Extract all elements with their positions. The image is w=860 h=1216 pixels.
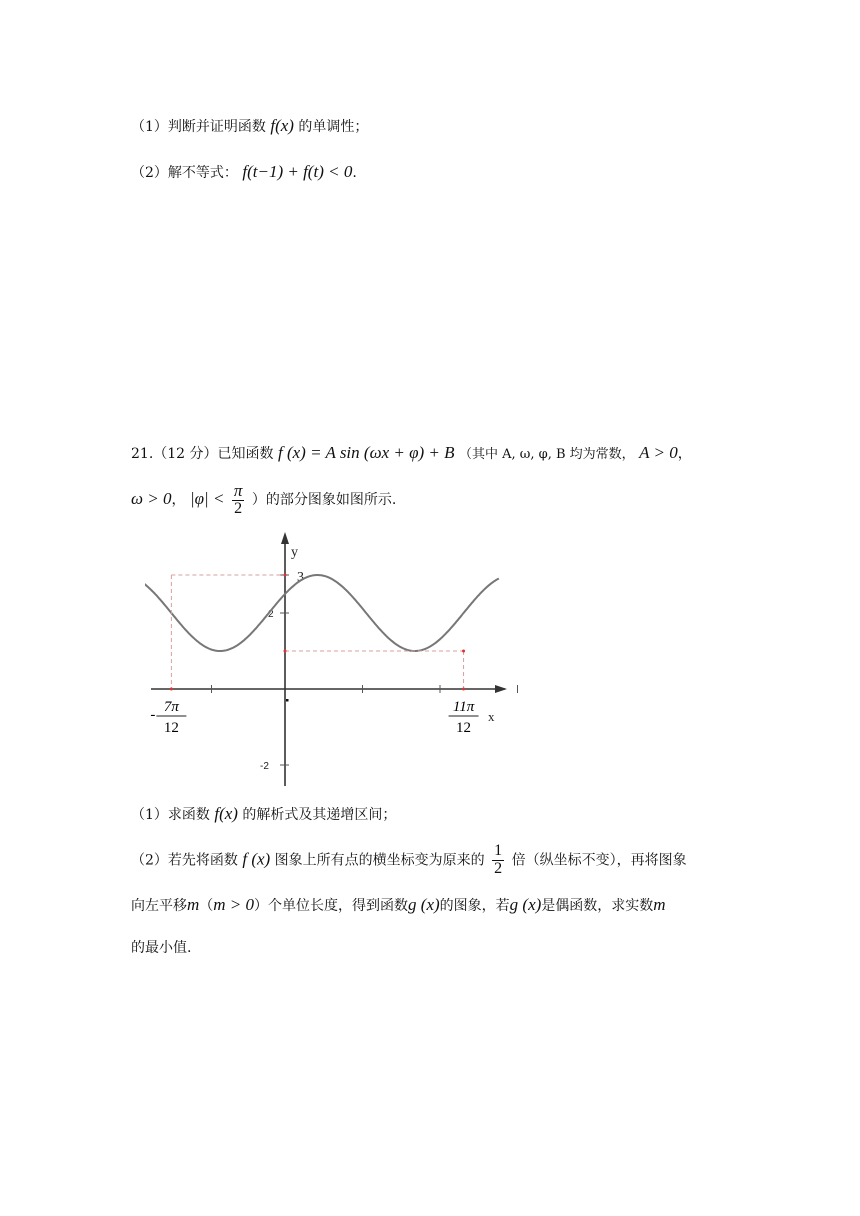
p21-q2-gx: g (x) bbox=[408, 895, 440, 914]
x-tick-label-neg-7pi-12-sign: - bbox=[150, 707, 156, 723]
function-graph bbox=[145, 528, 525, 790]
sine-curve bbox=[145, 575, 499, 651]
x-tick-label-11pi-12-num: 11π bbox=[452, 699, 475, 715]
p21-line2-tail: ）的部分图象如图所示. bbox=[251, 491, 397, 508]
p21-q2-number: （2） bbox=[131, 852, 168, 869]
x-tick-label-neg-7pi-12-num: 7π bbox=[163, 699, 179, 715]
y-axis-arrow bbox=[281, 532, 289, 544]
question-1-line bbox=[131, 116, 368, 136]
y-tick-label-2: 2 bbox=[268, 609, 274, 620]
p21-end: ， bbox=[677, 446, 692, 462]
p21-q2-m2: m bbox=[653, 895, 666, 914]
p21-q1-text-b: 的解析式及其递增区间； bbox=[242, 807, 397, 823]
p21-question-1 bbox=[131, 804, 396, 824]
q2-inequality: f(t−1) + f(t) < 0 bbox=[242, 162, 353, 181]
frac-pi: π bbox=[233, 481, 243, 500]
p21-cond-a: A > 0 bbox=[639, 443, 678, 462]
half-num: 1 bbox=[494, 842, 503, 859]
q1-text-b: 的单调性； bbox=[298, 119, 369, 135]
q2-end: . bbox=[352, 165, 357, 181]
point-marker bbox=[284, 650, 287, 653]
p21-q2-fx: f (x) bbox=[242, 849, 271, 869]
p21-q2-l2b: （ bbox=[199, 898, 214, 914]
x-axis-arrow bbox=[495, 685, 507, 693]
p21-tail: （其中 A, ω, φ, B 均为常数， bbox=[458, 447, 635, 462]
problem-21-line1 bbox=[131, 443, 692, 463]
p21-cond-phi: |φ| < bbox=[189, 488, 225, 508]
point-marker bbox=[170, 688, 173, 691]
p21-q2-l2e: 是偶函数，求实数 bbox=[541, 898, 654, 914]
question-2-line bbox=[131, 162, 357, 182]
p21-question-2-line3 bbox=[131, 937, 191, 957]
q1-fx: f(x) bbox=[270, 116, 294, 135]
point-marker bbox=[462, 650, 465, 653]
p21-question-2-line1 bbox=[131, 843, 687, 878]
p21-sep: ， bbox=[171, 491, 186, 508]
p21-q2-text-a: 若先将函数 bbox=[167, 852, 238, 869]
q1-text-a: 判断并证明函数 bbox=[167, 119, 266, 135]
y-tick-label-neg2: -2 bbox=[260, 761, 269, 772]
p21-q2-l2c: ）个单位长度，得到函数 bbox=[254, 898, 409, 914]
p21-q2-m: m bbox=[187, 895, 200, 914]
q2-number: （2） bbox=[131, 165, 168, 181]
p21-q2-gx2: g (x) bbox=[509, 895, 542, 914]
x-tick-label-11pi-12 bbox=[449, 699, 479, 736]
p21-q1-text-a: 求函数 bbox=[167, 807, 210, 823]
p21-head: 21.（12 分）已知函数 bbox=[131, 446, 274, 462]
x-tick-label-neg-7pi-12 bbox=[150, 699, 186, 736]
p21-cond-omega: ω > 0 bbox=[131, 488, 172, 508]
half-den: 2 bbox=[494, 859, 503, 877]
pi-over-2-fraction bbox=[232, 482, 245, 518]
x-tick-label-11pi-12-den: 12 bbox=[456, 720, 472, 736]
p21-q1-fx: f(x) bbox=[214, 804, 238, 823]
y-tick-label-3: 3 bbox=[297, 570, 304, 585]
one-half-fraction bbox=[492, 843, 504, 878]
q2-text-a: 解不等式： bbox=[167, 165, 238, 181]
p21-formula: f (x) = A sin (ωx + φ) + B bbox=[277, 443, 455, 462]
p21-q2-line3: 的最小值. bbox=[131, 940, 192, 956]
x-axis-label: x bbox=[488, 709, 495, 724]
point-marker bbox=[284, 574, 287, 577]
frac-two: 2 bbox=[234, 499, 243, 517]
q1-number: （1） bbox=[131, 119, 168, 135]
p21-q2-l2a: 向左平移 bbox=[131, 898, 187, 914]
problem-21-line2 bbox=[131, 482, 396, 518]
p21-q1-number: （1） bbox=[131, 807, 168, 823]
p21-q2-text-c: 倍（纵坐标不变），再将图象 bbox=[511, 852, 687, 869]
p21-q2-text-b: 图象上所有点的横坐标变为原来的 bbox=[274, 852, 485, 869]
x-tick-label-neg-7pi-12-den: 12 bbox=[163, 720, 179, 736]
p21-q2-mcond: m > 0 bbox=[213, 895, 255, 914]
p21-question-2-line2 bbox=[131, 895, 666, 915]
p21-q2-l2d: 的图象，若 bbox=[439, 898, 510, 914]
y-axis-label: y bbox=[291, 545, 298, 560]
point-marker bbox=[462, 688, 465, 691]
origin-dot bbox=[286, 699, 289, 702]
